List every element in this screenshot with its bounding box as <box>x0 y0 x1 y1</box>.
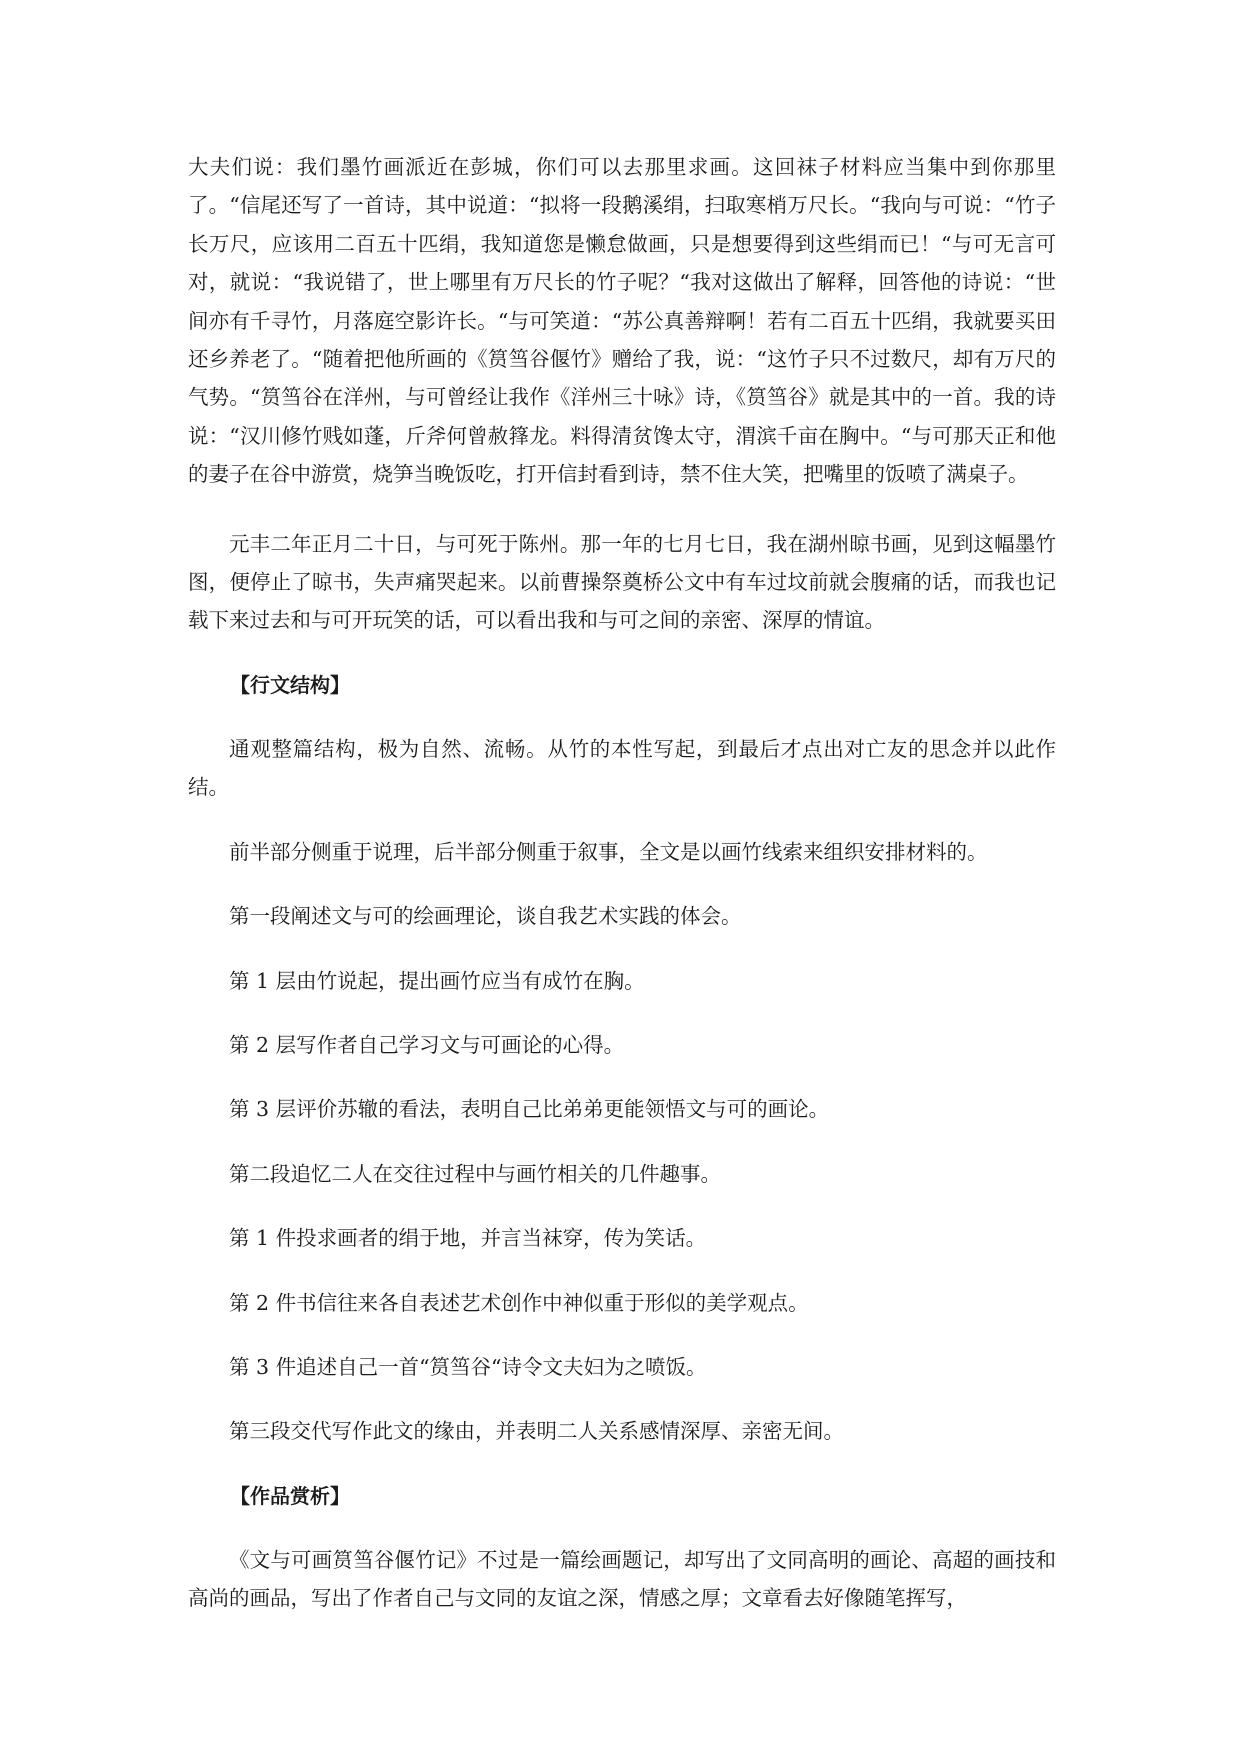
section-heading-appreciation: 【作品赏析】 <box>230 1483 350 1508</box>
paragraph-layer-one: 第 1 层由竹说起，提出画竹应当有成竹在胸。 <box>229 968 645 993</box>
paragraph-structure-overview: 通观整篇结构，极为自然、流畅。从竹的本性写起，到最后才点出对亡友的思念并以此作结。 <box>188 736 1056 800</box>
paragraph-layer-three: 第 3 层评价苏辙的看法，表明自己比弟弟更能领悟文与可的画论。 <box>229 1097 830 1122</box>
section-heading-structure: 【行文结构】 <box>230 672 350 697</box>
paragraph-section-three: 第三段交代写作此文的缘由，并表明二人关系感情深厚、亲密无间。 <box>229 1419 844 1444</box>
paragraph-section-one: 第一段阐述文与可的绘画理论，谈自我艺术实践的体会。 <box>229 904 742 929</box>
paragraph-letter-anecdote: 大夫们说：我们墨竹画派近在彭城，你们可以去那里求画。这回袜子材料应当集中到你那里了。“信尾还写了一首诗，其中说道：“拟将一段鹅溪绢，扫取寒梢万尺长。“我向与可说：“竹子长万尺，应该用二百五十匹绢，我知道您是懒怠做画，只是想要得到这些绢而已！“与可无言可对，就说：“我说错了，世上哪里有万尺长的竹子呢？“我对这做出了解释，回答他的诗说：“世间亦有千寻竹，月落庭空影许长。“与可笑道：“苏公真善辩啊！若有二百五十匹绢，我就要买田还乡养老了。“随着把他所画的《筼筜谷偃竹》赠给了我，说：“这竹子只不过数尺，却有万尺的气势。“筼筜谷在洋州，与可曾经让我作《洋州三十咏》诗，《筼筜谷》就是其中的一首。我的诗说：“汉川修竹贱如蓬，斤斧何曾赦箨龙。料得清贫馋太守，渭滨千亩在胸中。“与可那天正和他的妻子在谷中游赏，烧笋当晚饭吃，打开信封看到诗，禁不住大笑，把嘴里的饭喷了满桌子。 <box>188 155 1056 487</box>
document-page <box>188 148 1056 1618</box>
paragraph-yuanfeng-memorial: 元丰二年正月二十日，与可死于陈州。那一年的七月七日，我在湖州晾书画，见到这幅墨竹图，便停止了晾书，失声痛哭起来。以前曹操祭奠桥公文中有车过坟前就会腹痛的话，而我也记载下来过去和与可开玩笑的话，可以看出我和与可之间的亲密、深厚的情谊。 <box>188 531 1056 633</box>
paragraph-structure-halves: 前半部分侧重于说理，后半部分侧重于叙事，全文是以画竹线索来组织安排材料的。 <box>229 839 988 864</box>
paragraph-anecdote-three: 第 3 件追述自己一首“筼筜谷“诗令文夫妇为之喷饭。 <box>229 1354 707 1379</box>
paragraph-anecdote-two: 第 2 件书信往来各自表述艺术创作中神似重于形似的美学观点。 <box>229 1290 809 1315</box>
paragraph-section-two: 第二段追忆二人在交往过程中与画竹相关的几件趣事。 <box>229 1161 721 1186</box>
paragraph-layer-two: 第 2 层写作者自己学习文与可画论的心得。 <box>229 1032 625 1057</box>
paragraph-anecdote-one: 第 1 件投求画者的绢于地，并言当袜穿，传为笑话。 <box>229 1226 707 1251</box>
paragraph-appreciation: 《文与可画筼筜谷偃竹记》不过是一篇绘画题记，却写出了文同高明的画论、高超的画技和高尚的画品，写出了作者自己与文同的友谊之深，情感之厚；文章看去好像随笔挥写， <box>188 1547 1056 1611</box>
